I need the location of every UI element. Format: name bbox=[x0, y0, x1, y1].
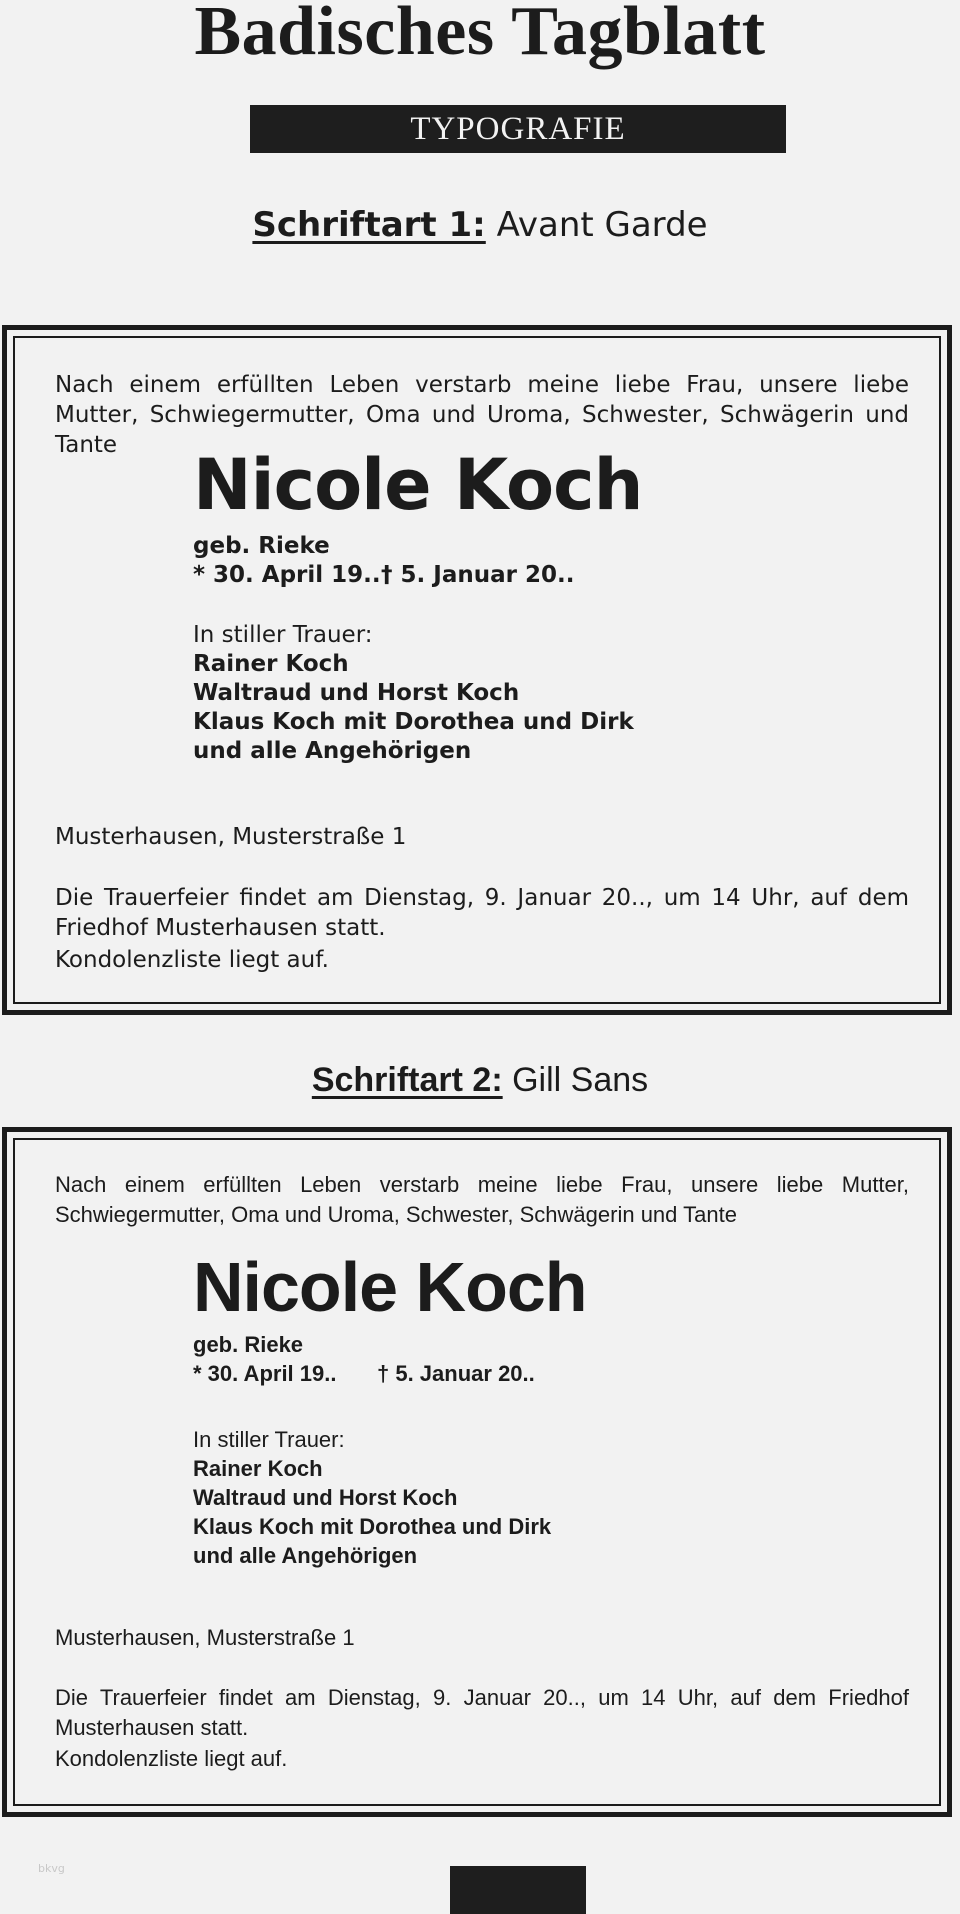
obituary-notice-1 bbox=[2, 325, 952, 1015]
font-heading-label: Schriftart 2: bbox=[311, 1061, 503, 1099]
obituary-notice-2 bbox=[2, 1127, 952, 1817]
birth-date: * 30. April 19.. bbox=[193, 1361, 337, 1386]
birth-date: * 30. April 19.. bbox=[193, 562, 381, 588]
font-heading-1 bbox=[0, 205, 960, 245]
mourner-name: und alle Angehörigen bbox=[193, 738, 472, 764]
intro-text: Nach einem erfüllten Leben verstarb meine liebe Frau, unsere liebe Mutter, Schwiegermutter, Oma und Uroma, Schwester, Schwägerin und Tante bbox=[55, 1172, 909, 1227]
birth-name: geb. Rieke bbox=[193, 1332, 304, 1357]
font-heading-value: Gill Sans bbox=[512, 1061, 649, 1099]
mourner-name: Klaus Koch mit Dorothea und Dirk bbox=[193, 709, 634, 735]
condolence-text: Kondolenzliste liegt auf. bbox=[55, 947, 329, 973]
notice-inner-frame bbox=[13, 1138, 941, 1806]
mourner-name: Waltraud und Horst Koch bbox=[193, 680, 520, 706]
watermark: bkvg bbox=[38, 1862, 65, 1875]
address: Musterhausen, Musterstraße 1 bbox=[55, 824, 407, 850]
font-heading-2 bbox=[0, 1060, 960, 1100]
mourning-intro: In stiller Trauer: bbox=[193, 1427, 345, 1452]
address: Musterhausen, Musterstraße 1 bbox=[55, 1625, 355, 1650]
mourner-name: und alle Angehörigen bbox=[193, 1543, 418, 1568]
font-heading-value: Avant Garde bbox=[496, 205, 708, 245]
service-text: Die Trauerfeier findet am Dienstag, 9. Januar 20.., um 14 Uhr, auf dem Friedhof Musterhausen statt. bbox=[55, 885, 909, 941]
mourner-name: Klaus Koch mit Dorothea und Dirk bbox=[193, 1514, 552, 1539]
mourner-name: Waltraud und Horst Koch bbox=[193, 1485, 458, 1510]
deceased-name: Nicole Koch bbox=[193, 444, 643, 526]
mourning-intro: In stiller Trauer: bbox=[193, 622, 373, 648]
deceased-name: Nicole Koch bbox=[193, 1248, 587, 1326]
mourner-name: Rainer Koch bbox=[193, 651, 349, 677]
section-banner: TYPOGRAFIE bbox=[250, 105, 786, 153]
masthead-title: Badisches Tagblatt bbox=[194, 0, 766, 70]
birth-name: geb. Rieke bbox=[193, 533, 330, 559]
footer-bar bbox=[450, 1866, 586, 1914]
font-heading-label: Schriftart 1: bbox=[252, 205, 486, 245]
intro-text: Nach einem erfüllten Leben verstarb meine liebe Frau, unsere liebe Mutter, Schwiegermutter, Oma und Uroma, Schwester, Schwägerin und Tante bbox=[55, 372, 909, 458]
death-date: † 5. Januar 20.. bbox=[377, 1361, 535, 1386]
notice-inner-frame bbox=[13, 336, 941, 1004]
service-text: Die Trauerfeier findet am Dienstag, 9. Januar 20.., um 14 Uhr, auf dem Friedhof Musterhausen statt. bbox=[55, 1685, 909, 1740]
condolence-text: Kondolenzliste liegt auf. bbox=[55, 1746, 288, 1771]
death-date: † 5. Januar 20.. bbox=[381, 562, 575, 588]
mourner-name: Rainer Koch bbox=[193, 1456, 323, 1481]
